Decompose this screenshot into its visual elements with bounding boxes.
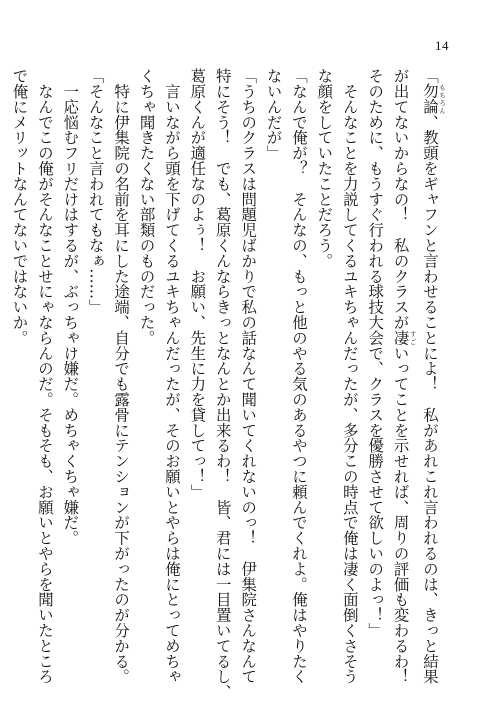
text-line-13: 特に伊集院の名前を耳にした途端、自分でも露骨にテンションが下がったのが分かる。 <box>112 68 131 684</box>
text-line-2 <box>387 68 417 685</box>
text-line-1-rest: 、教頭をギャフンと言わせることによ！ 私があれこれ言われるのは、きっと結果 <box>421 114 439 685</box>
ruby-mochiron <box>421 83 446 115</box>
ruby-sugoi <box>391 329 417 346</box>
text-line-12: くちゃ聞きたくない部類のものだった。 <box>137 68 156 346</box>
text-line-17: で俺にメリットなんてないではないか。 <box>10 68 29 346</box>
text-line-16: なんでこの俺がそんなことせにゃならんのだ。そもそも、お願いとやらを聞いたところ <box>35 68 54 684</box>
page-number: 14 <box>435 38 449 53</box>
ruby-mochiron-reading: もちろん <box>438 83 446 115</box>
text-line-15: 一応悩むフリだけはするが、ぶっちゃけ嫌だ。めちゃくちゃ嫌だ。 <box>61 68 80 546</box>
text-line-8: 「うちのクラスは問題児ばかりで私の話なんて聞いてくれないのっ！ 伊集院さんなんて <box>239 68 258 684</box>
text-line-2-part-b: いってことを示せれば、周りの評価も変わるわ！ <box>391 345 410 685</box>
text-line-6: 「なんで俺が？ そんなの、もっと他のやる気のあるやつに頼んでくれよ。俺はやりたく <box>289 68 308 684</box>
text-line-14: 「そんなこと言われてもなぁ……」 <box>86 68 105 315</box>
ruby-sugoi-reading: すご <box>408 329 417 346</box>
text-line-4: そんなことを力説してくるユキちゃんだったが、多分この時点で俺は凄く面倒くさそう <box>340 68 359 684</box>
text-line-11: 言いながら頭を下げてくるユキちゃんだったが、そのお願いとやらは俺にとってめちゃ <box>162 68 181 684</box>
text-line-9: 特にそう！ でも、葛原くんならきっとなんとか出来るわ！ 皆、君には一目置いてるし、 <box>213 68 232 700</box>
novel-text-body <box>6 68 446 700</box>
text-line-3: そのために、もうすぐ行われる球技大会で、クラスを優勝させて欲しいのよっ！」 <box>366 68 385 638</box>
text-line-10: 葛原くんが適任なのよぅ！ お願い、先生に力を貸してっ！」 <box>188 68 207 500</box>
text-line-7: ないんだが」 <box>264 68 283 161</box>
text-line-1: 「勿論 もちろん、教頭をギャフンと言わせることによ！ 私があれこれ言われるのは、きっと結果 <box>421 68 446 685</box>
text-line-2-part-a: が出てないからなの！ 私のクラスが <box>391 68 410 330</box>
ruby-mochiron-base: 勿論 <box>421 83 439 115</box>
text-line-5: な顔をしていたことだろう。 <box>315 68 334 269</box>
ruby-sugoi-base: 凄 <box>391 329 410 346</box>
